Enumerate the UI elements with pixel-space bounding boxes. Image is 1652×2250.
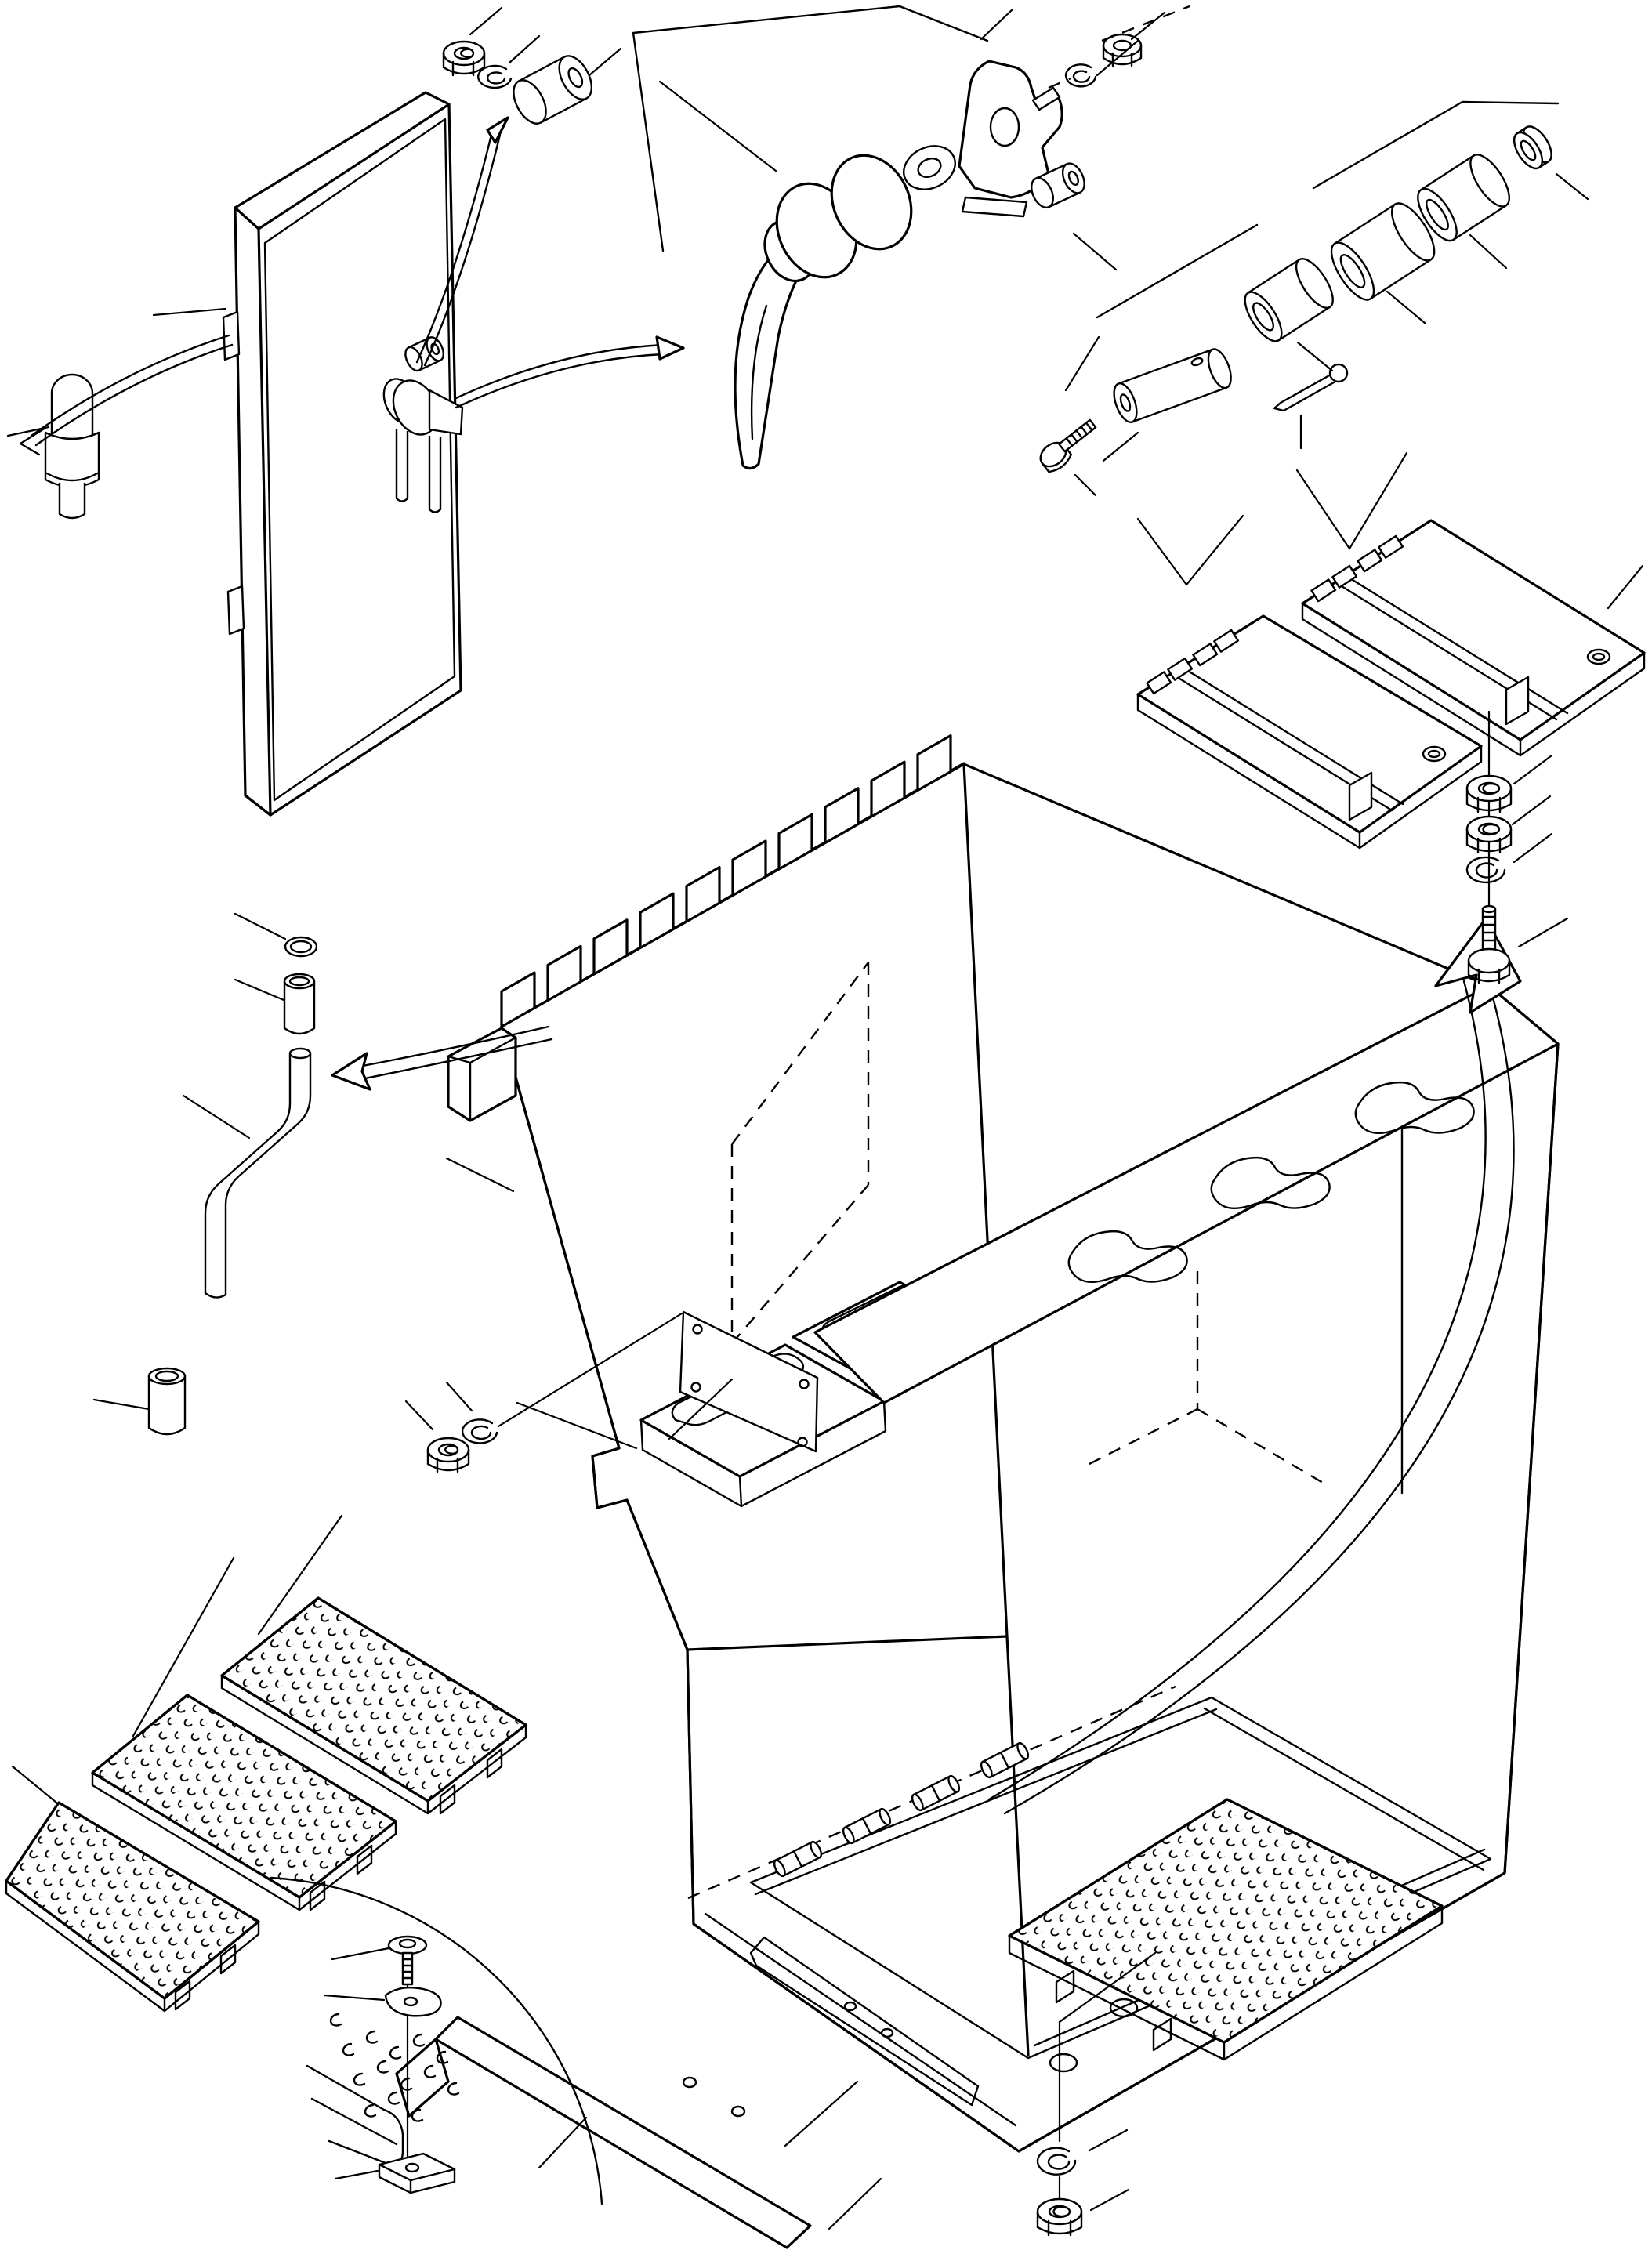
grate-leader bbox=[785, 2082, 857, 2146]
washer-leader bbox=[1556, 174, 1588, 199]
bushing-2-leader bbox=[1387, 292, 1425, 323]
stack-leader-2 bbox=[1513, 796, 1550, 824]
pin-leader bbox=[1103, 433, 1138, 461]
chute-leader-2 bbox=[829, 2179, 881, 2229]
mount-bolt bbox=[1036, 337, 1102, 495]
plate-lock-washer bbox=[1467, 857, 1505, 882]
stop-lock-washer bbox=[478, 66, 511, 88]
backing-block bbox=[379, 2154, 455, 2193]
seal-ring bbox=[285, 937, 317, 956]
pivot-pin bbox=[1110, 346, 1236, 426]
washer-leader bbox=[324, 1995, 384, 2000]
chute-lock-washer bbox=[1038, 2148, 1075, 2175]
stop-bumper bbox=[507, 51, 598, 129]
bolt-leader-2 bbox=[1075, 475, 1096, 495]
block-leader bbox=[335, 2171, 378, 2179]
flat-head-screw bbox=[389, 1937, 426, 1984]
screw-leader bbox=[332, 1948, 389, 1959]
bushing-3-leader bbox=[1470, 235, 1506, 268]
stack-leader-1 bbox=[1514, 755, 1552, 784]
chute-nut bbox=[1038, 2199, 1081, 2235]
ring-leader bbox=[235, 914, 285, 939]
phantom-corner-2 bbox=[1097, 225, 1257, 317]
pipe-assembly bbox=[94, 914, 552, 1434]
washer-leader bbox=[1089, 2130, 1127, 2150]
cam-nut-leader bbox=[1132, 13, 1165, 39]
plate-right-leader bbox=[1608, 566, 1643, 608]
nut-leader bbox=[1091, 2190, 1129, 2210]
bushing-1-leader bbox=[1298, 342, 1332, 371]
chute-leader-1 bbox=[539, 2118, 586, 2168]
cam-nut bbox=[1103, 34, 1141, 66]
body-leader bbox=[447, 1158, 513, 1191]
stack-leader-4 bbox=[1519, 918, 1567, 947]
bushing-leader bbox=[235, 980, 284, 1000]
pivot-assembly bbox=[1097, 41, 1588, 461]
door-leader bbox=[154, 309, 226, 315]
cylinder-leader bbox=[1074, 234, 1116, 270]
plate-left-vleader bbox=[1138, 516, 1243, 585]
handle-assembly bbox=[633, 6, 1190, 495]
end-washer bbox=[1509, 121, 1557, 172]
panel-lock-washer bbox=[462, 1419, 497, 1443]
panel-nut bbox=[428, 1438, 469, 1472]
stop-nut bbox=[444, 42, 484, 75]
stack-leader-3 bbox=[1514, 834, 1552, 862]
lower-bushing bbox=[149, 1368, 185, 1434]
stop-bumper-leader bbox=[589, 49, 621, 75]
deflector-chute bbox=[397, 2017, 881, 2248]
bolt-leader-1 bbox=[1066, 337, 1099, 390]
bracket-leader bbox=[981, 9, 1013, 39]
stop-nut-leader bbox=[470, 8, 502, 34]
hinge-tab-lower bbox=[228, 586, 244, 634]
door-assembly bbox=[8, 8, 683, 815]
plate-washer bbox=[386, 1987, 441, 2016]
stop-washer-leader bbox=[509, 36, 539, 63]
handle-leader bbox=[660, 82, 776, 171]
handle-arrow bbox=[456, 337, 683, 408]
cam-lock-washer bbox=[1066, 64, 1096, 86]
pipe-leader bbox=[183, 1096, 249, 1138]
bent-pipe bbox=[205, 1049, 310, 1298]
plate-right-vleader bbox=[1297, 453, 1407, 549]
upper-bushing bbox=[284, 974, 314, 1034]
cotter-pin bbox=[1274, 364, 1347, 411]
lower-bushing-leader bbox=[94, 1400, 149, 1409]
door-stop-group bbox=[444, 8, 621, 129]
tread-leader-3 bbox=[13, 1766, 56, 1803]
panel-washer-leader bbox=[447, 1382, 472, 1411]
panel-nut-leader bbox=[406, 1401, 433, 1429]
bushing-1 bbox=[1238, 253, 1340, 346]
